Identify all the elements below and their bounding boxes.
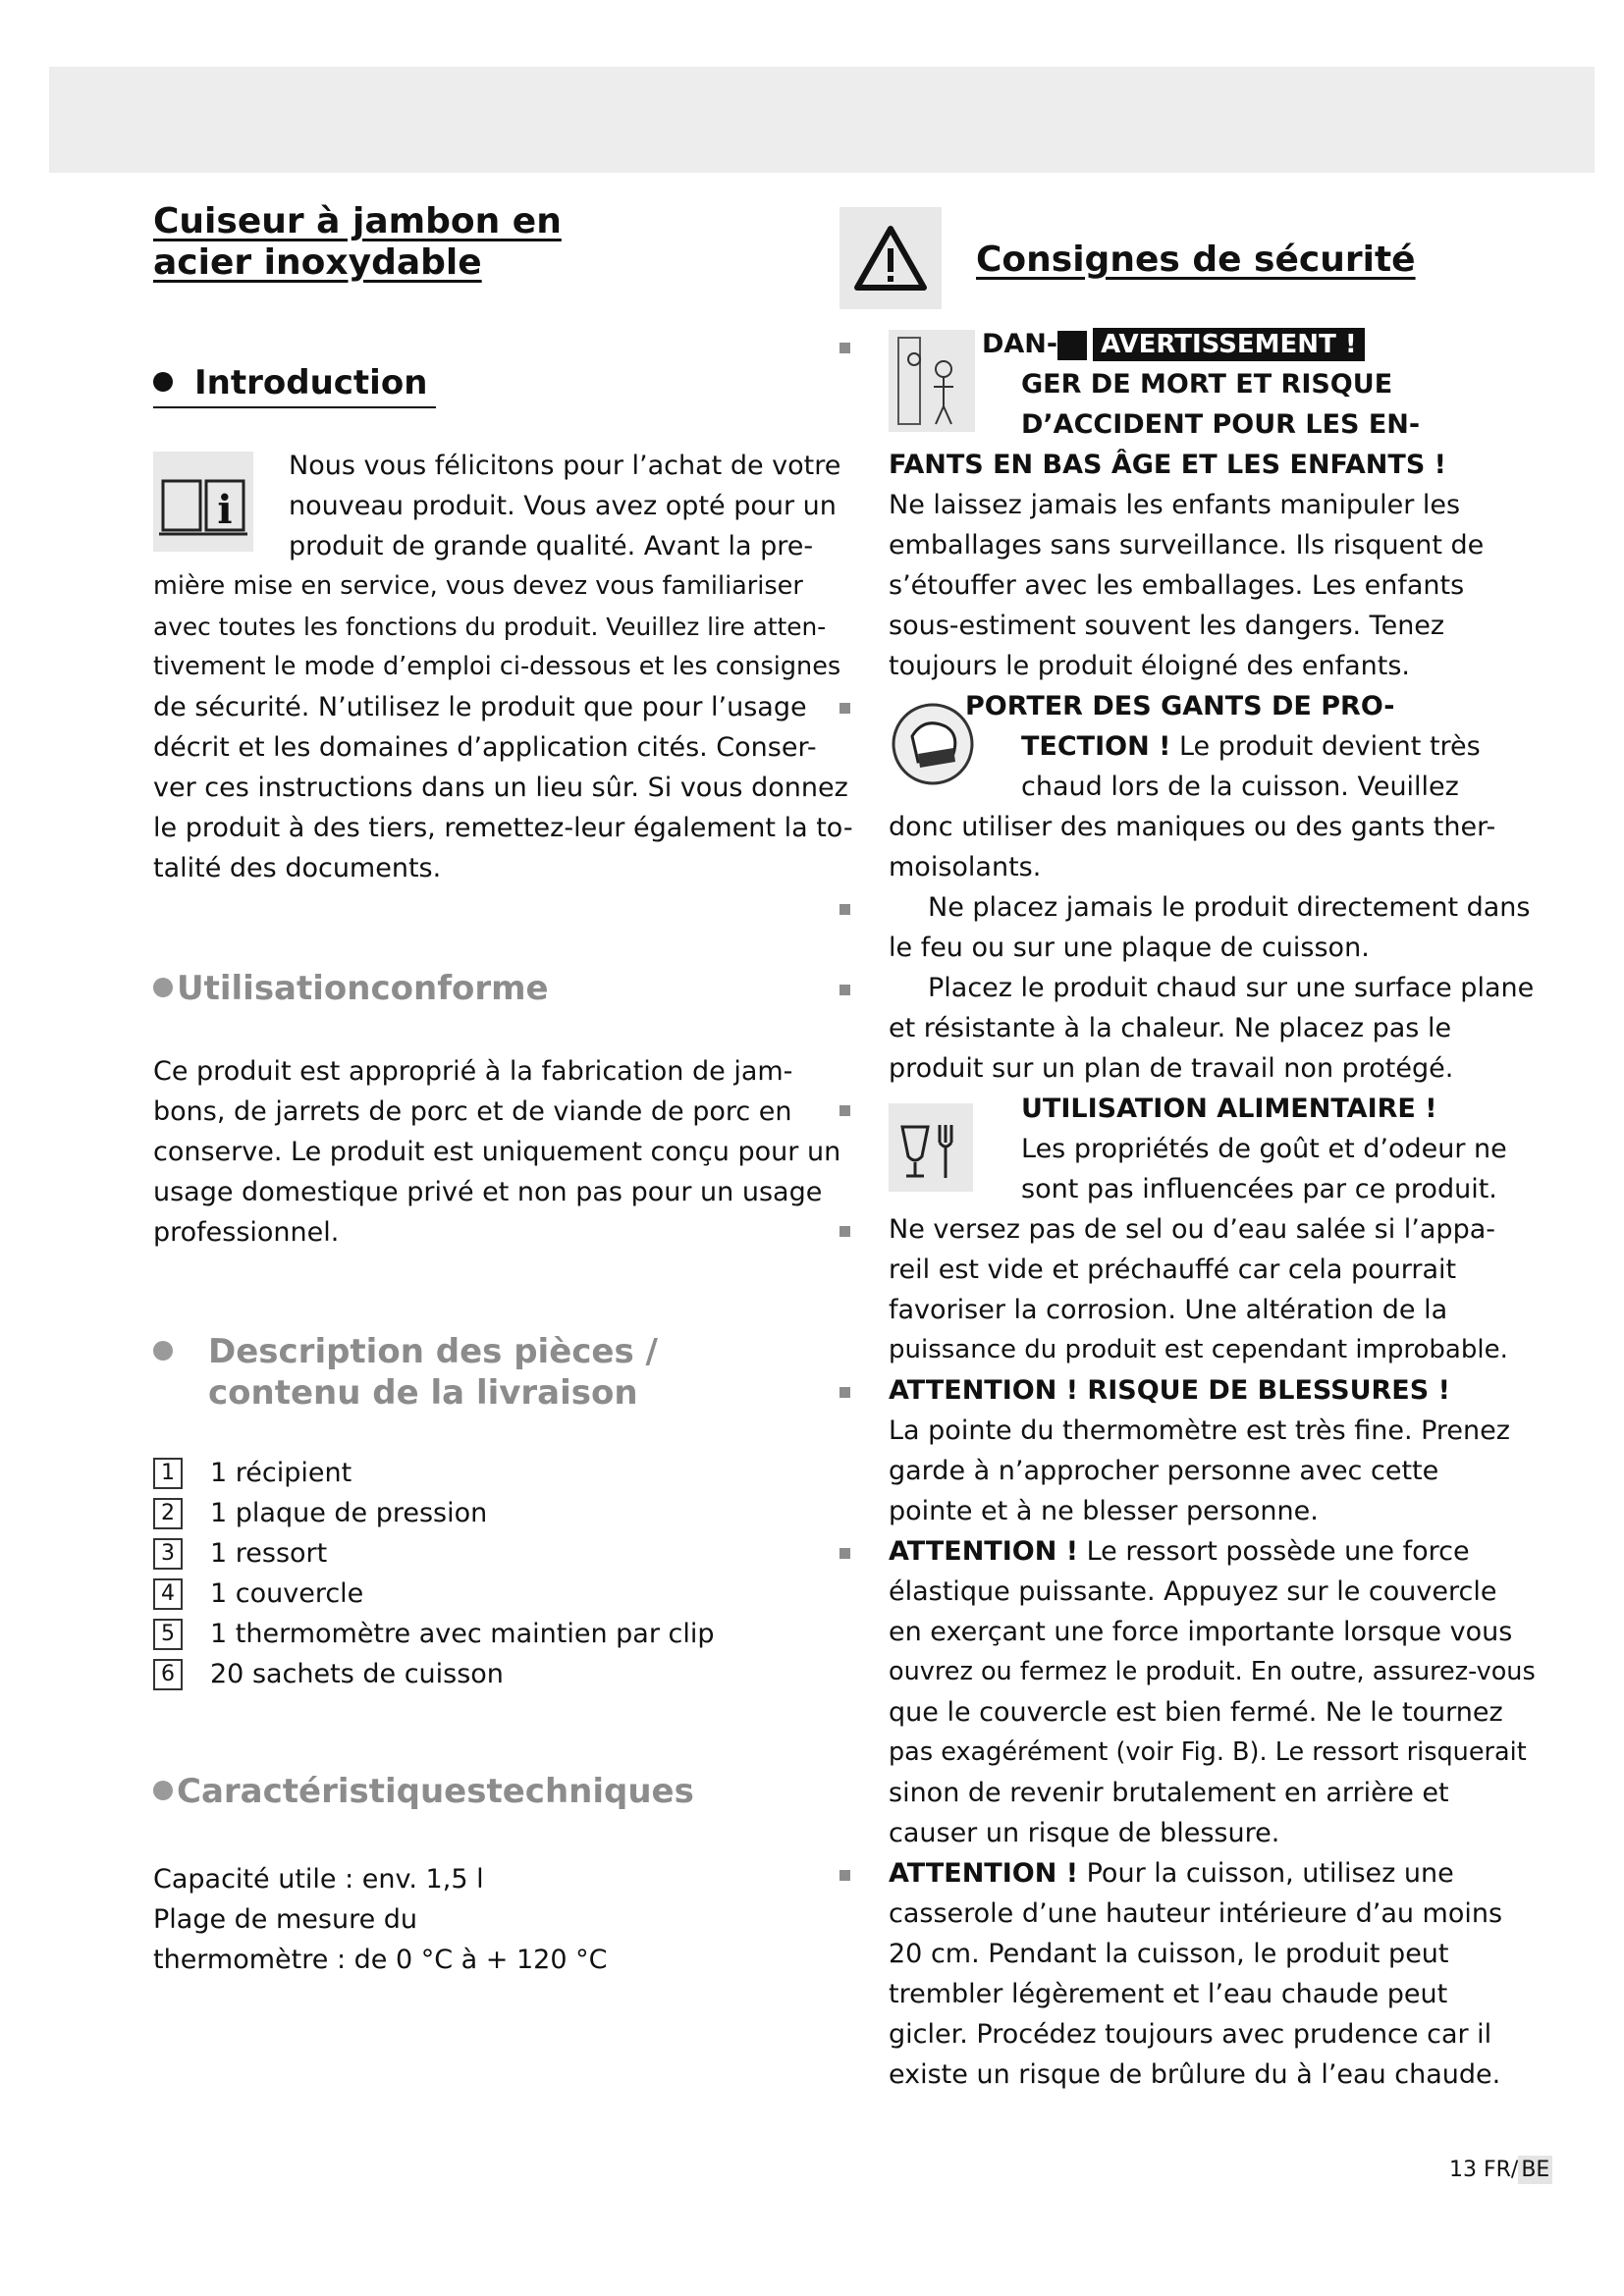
list-bullet [839,343,850,353]
list-bullet [839,1387,850,1398]
utilisation-line-2: bons, de jarrets de porc et de viande de porc en [153,1096,792,1127]
list-bullet [839,1870,850,1881]
safety-item7-body-1: La pointe du thermomètre est très fine. Prenez [889,1415,1510,1446]
safety-item1-body-2: emballages sans surveillance. Ils risquent de [889,530,1485,561]
safety-item7-body-2: garde à n’approcher personne avec cette [889,1456,1439,1486]
intro-line-8: décrit et les domaines d’application cités. Conser- [153,732,817,763]
safety-item6-line4: puissance du produit est cependant improbable. [889,1335,1508,1364]
parts-list [153,1453,715,1694]
gloves-icon [889,693,977,791]
safety-item7-line1: ATTENTION ! RISQUE DE BLESSURES ! [889,1375,1450,1406]
safety-item6-line3: favoriser la corrosion. Une altération de la [889,1295,1448,1325]
safety-item3-line1: Ne placez jamais le produit directement dans [928,892,1531,923]
part-number-box: 3 [153,1538,183,1570]
introduction-heading: Introduction [153,362,427,403]
part-number-box: 6 [153,1659,183,1690]
bullet-icon [153,978,173,997]
safety-item3-line2: le feu ou sur une plaque de cuisson. [889,933,1370,963]
part-number-box: 2 [153,1498,183,1529]
list-item: 3 1 ressort [153,1533,715,1574]
part-number-box: 5 [153,1619,183,1650]
intro-line-3: produit de grande qualité. Avant la pre- [289,531,814,561]
header-band [49,67,1595,173]
intro-line-7: de sécurité. N’utilisez le produit que pour l’usage [153,692,807,722]
list-bullet [839,904,850,915]
list-item: 5 1 thermomètre avec maintien par clip [153,1614,715,1654]
description-heading: Description des pièces / contenu de la livraison [153,1331,658,1414]
list-item: 6 20 sachets de cuisson [153,1654,715,1694]
utilisation-line-4: usage domestique privé et non pas pour un usage [153,1177,823,1207]
list-bullet [839,985,850,995]
intro-line-2: nouveau produit. Vous avez opté pour un [289,491,837,521]
safety-heading: Consignes de sécurité [976,240,1416,280]
intro-line-1: Nous vous félicitons pour l’achat de votre [289,451,841,481]
page-number: 13 FR/ BE [1449,2158,1552,2182]
safety-item6-line1: Ne versez pas de sel ou d’eau salée si l’appa- [889,1214,1495,1245]
svg-text:i: i [217,487,233,533]
list-bullet [839,1105,850,1116]
spec-range-value: thermomètre : de 0 °C à + 120 °C [153,1945,608,1975]
info-book-icon [153,452,253,552]
safety-item2-line2: TECTION ! Le produit devient très [1021,731,1481,762]
utilisation-line-5: professionnel. [153,1217,340,1248]
safety-item8-body-6: sinon de revenir brutalement en arrière et [889,1778,1449,1808]
safety-item8-body-5: pas exagérément (voir Fig. B). Le ressort risquerait [889,1737,1527,1767]
safety-item9-body-1: casserole d’une hauteur intérieure d’au moins [889,1898,1503,1929]
bullet-icon [153,372,173,392]
safety-item1-body-4: sous-estiment souvent les dangers. Tenez [889,611,1445,641]
safety-item6-line2: reil est vide et préchauffé car cela pourrait [889,1255,1457,1285]
safety-item5-line3: sont pas influencées par ce produit. [1021,1174,1497,1204]
list-bullet [839,1548,850,1559]
safety-item9-body-4: gicler. Procédez toujours avec prudence car il [889,2019,1492,2050]
intro-line-4: mière mise en service, vous devez vous familiariser [153,571,803,601]
warning-badge: AVERTISSEMENT ! [1093,328,1365,361]
safety-item1-line3: D’ACCIDENT POUR LES EN- [1021,409,1421,440]
specs-block [153,1859,607,1980]
intro-line-11: talité des documents. [153,853,442,883]
safety-item8-body-7: causer un risque de blessure. [889,1818,1280,1848]
intro-line-9: ver ces instructions dans un lieu sûr. Si vous donnez [153,773,848,803]
safety-item7-body-3: pointe et à ne blesser personne. [889,1496,1319,1526]
list-bullet [839,1226,850,1237]
safety-item9-body-2: 20 cm. Pendant la cuisson, le produit peut [889,1939,1449,1969]
list-item: 2 1 plaque de pression [153,1493,715,1533]
safety-item4-line2: et résistante à la chaleur. Ne placez pas le [889,1013,1452,1043]
safety-item2-line1: PORTER DES GANTS DE PRO- [965,691,1395,721]
child-warning-icon [889,330,975,432]
safety-item5-line1: UTILISATION ALIMENTAIRE ! [1021,1094,1437,1124]
document-title-line1: Cuiseur à jambon en [153,201,562,241]
bullet-icon [153,1341,173,1361]
safety-item1-body-5: toujours le produit éloigné des enfants. [889,651,1410,681]
part-number-box: 4 [153,1578,183,1610]
intro-line-6: tivement le mode d’emploi ci-dessous et les consignes [153,652,841,681]
specs-heading: Caractéristiquestechniques [153,1771,694,1812]
safety-item8-body-1: élastique puissante. Appuyez sur le couvercle [889,1576,1497,1607]
safety-item4-line1: Placez le produit chaud sur une surface plane [928,973,1535,1003]
safety-item1-body-1: Ne laissez jamais les enfants manipuler les [889,490,1461,520]
safety-item1-line1: DAN- AVERTISSEMENT ! [982,324,1365,364]
list-bullet [839,703,850,714]
document-title-line2: acier inoxydable [153,242,482,283]
document-title [153,201,562,284]
safety-item8-body-4: que le couvercle est bien fermé. Ne le tournez [889,1697,1503,1728]
utilisation-line-3: conserve. Le produit est uniquement conçu pour un [153,1137,841,1167]
food-safe-icon [889,1103,973,1192]
safety-item2-line3: chaud lors de la cuisson. Veuillez [1021,772,1459,802]
warning-triangle-small-icon [1057,331,1087,360]
list-item: 1 1 récipient [153,1453,715,1493]
safety-item2-line4: donc utiliser des maniques ou des gants ther- [889,812,1496,842]
safety-item9-line1: ATTENTION ! Pour la cuisson, utilisez une [889,1858,1454,1889]
warning-triangle-icon [839,207,942,309]
safety-item2-line5: moisolants. [889,852,1042,882]
safety-item9-body-5: existe un risque de brûlure du à l’eau chaude. [889,2059,1501,2090]
intro-line-10: le produit à des tiers, remettez-leur également la to- [153,813,853,843]
intro-line-5: avec toutes les fonctions du produit. Veuillez lire atten- [153,613,827,641]
safety-item8-line1: ATTENTION ! Le ressort possède une force [889,1536,1470,1567]
safety-item9-body-3: trembler légèrement et l’eau chaude peut [889,1979,1448,2009]
introduction-underline [153,406,436,408]
safety-item5-line2: Les propriétés de goût et d’odeur ne [1021,1134,1507,1164]
bullet-icon [153,1781,173,1800]
safety-item1-line4: FANTS EN BAS ÂGE ET LES ENFANTS ! [889,450,1446,480]
list-item: 4 1 couvercle [153,1574,715,1614]
utilisation-line-1: Ce produit est approprié à la fabrication de jam- [153,1056,793,1087]
safety-item1-line2: GER DE MORT ET RISQUE [1021,369,1393,400]
safety-item4-line3: produit sur un plan de travail non protégé. [889,1053,1454,1084]
safety-item8-body-3: ouvrez ou fermez le produit. En outre, assurez-vous [889,1657,1536,1686]
safety-item1-body-3: s’étouffer avec les emballages. Les enfants [889,570,1465,601]
safety-item8-body-2: en exerçant une force importante lorsque vous [889,1617,1513,1647]
spec-capacity: Capacité utile : env. 1,5 l [153,1864,484,1895]
spec-range-label: Plage de mesure du [153,1904,418,1935]
utilisation-heading: Utilisationconforme [153,968,549,1009]
part-number-box: 1 [153,1458,183,1489]
